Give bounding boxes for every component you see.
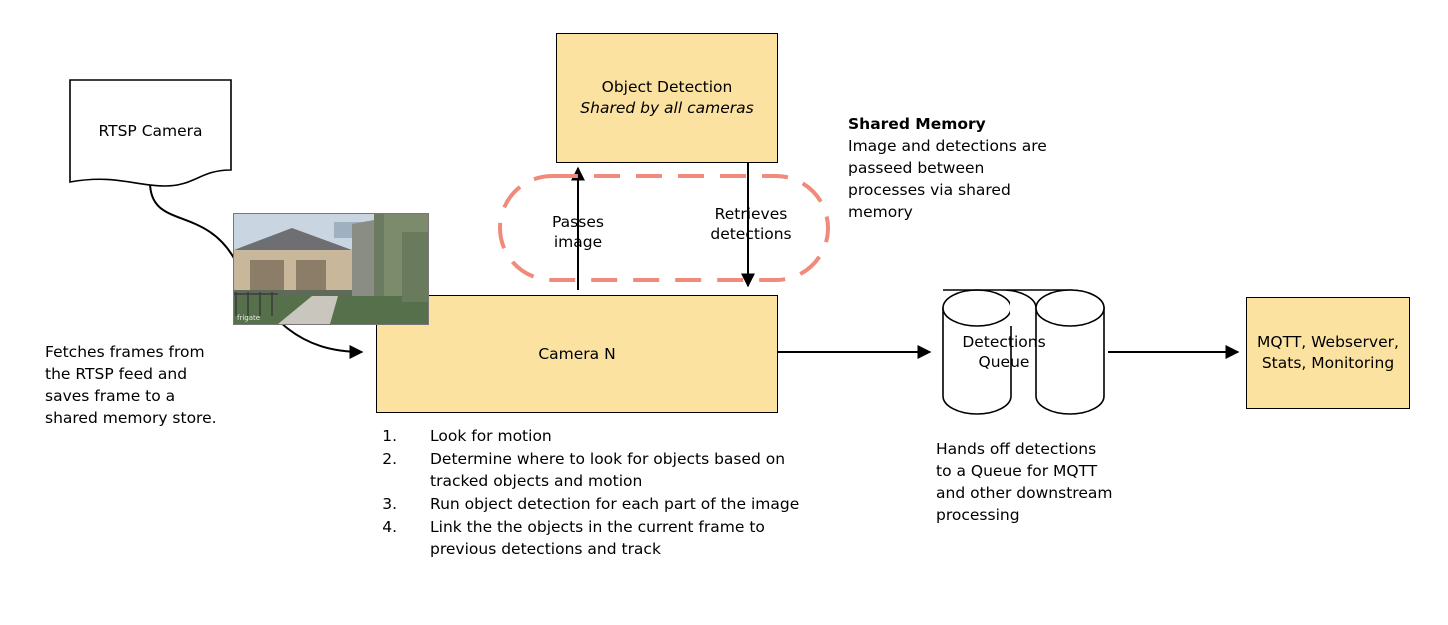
detections-queue-line1: Detections bbox=[962, 332, 1046, 351]
note-fetch-frames-text: Fetches frames from the RTSP feed and saves frame to a shared memory store. bbox=[45, 343, 217, 427]
consumers-line2: Stats, Monitoring bbox=[1261, 354, 1395, 372]
node-rtsp-camera-label: RTSP Camera bbox=[98, 122, 203, 140]
note-fetch-frames bbox=[45, 341, 225, 429]
consumers-line1: MQTT, Webserver, bbox=[1257, 333, 1399, 352]
camera-snapshot-graphic bbox=[234, 214, 428, 324]
node-consumers bbox=[1246, 297, 1410, 409]
edge-label-retrieves-detections bbox=[678, 204, 824, 244]
node-object-detection bbox=[556, 33, 778, 163]
camera-steps-list bbox=[376, 425, 802, 561]
list-item: 1. Look for motion bbox=[402, 425, 802, 447]
note-queue-handoff-text: Hands off detections to a Queue for MQTT and other downstream processing bbox=[936, 440, 1113, 524]
node-detections-queue-label bbox=[936, 332, 1072, 372]
snapshot-watermark: frigate bbox=[237, 314, 261, 322]
node-detections-queue bbox=[936, 308, 1072, 396]
camera-snapshot bbox=[233, 213, 429, 325]
node-object-detection-label: Object Detection bbox=[601, 78, 733, 97]
edge-label-passes-image bbox=[508, 212, 648, 252]
passes-image-line1: Passes bbox=[552, 213, 604, 231]
note-shared-memory-body: Image and detections are passeed between processes via shared memory bbox=[848, 137, 1047, 221]
note-shared-memory-heading: Shared Memory bbox=[848, 115, 986, 133]
retrieves-detections-line2: detections bbox=[710, 225, 792, 244]
list-item: 2. Determine where to look for objects based on tracked objects and motion bbox=[402, 448, 802, 492]
detections-queue-line2: Queue bbox=[978, 353, 1030, 371]
node-camera-n bbox=[376, 295, 778, 413]
passes-image-line2: image bbox=[553, 233, 603, 252]
note-queue-handoff bbox=[936, 438, 1116, 526]
node-rtsp-camera bbox=[70, 80, 231, 186]
node-object-detection-sublabel: Shared by all cameras bbox=[580, 99, 754, 117]
list-item: 4. Link the the objects in the current frame to previous detections and track bbox=[402, 516, 802, 560]
node-camera-n-label: Camera N bbox=[538, 344, 616, 363]
retrieves-detections-line1: Retrieves bbox=[714, 205, 788, 223]
note-shared-memory bbox=[848, 113, 1060, 223]
list-item: 3. Run object detection for each part of the image bbox=[402, 493, 802, 515]
